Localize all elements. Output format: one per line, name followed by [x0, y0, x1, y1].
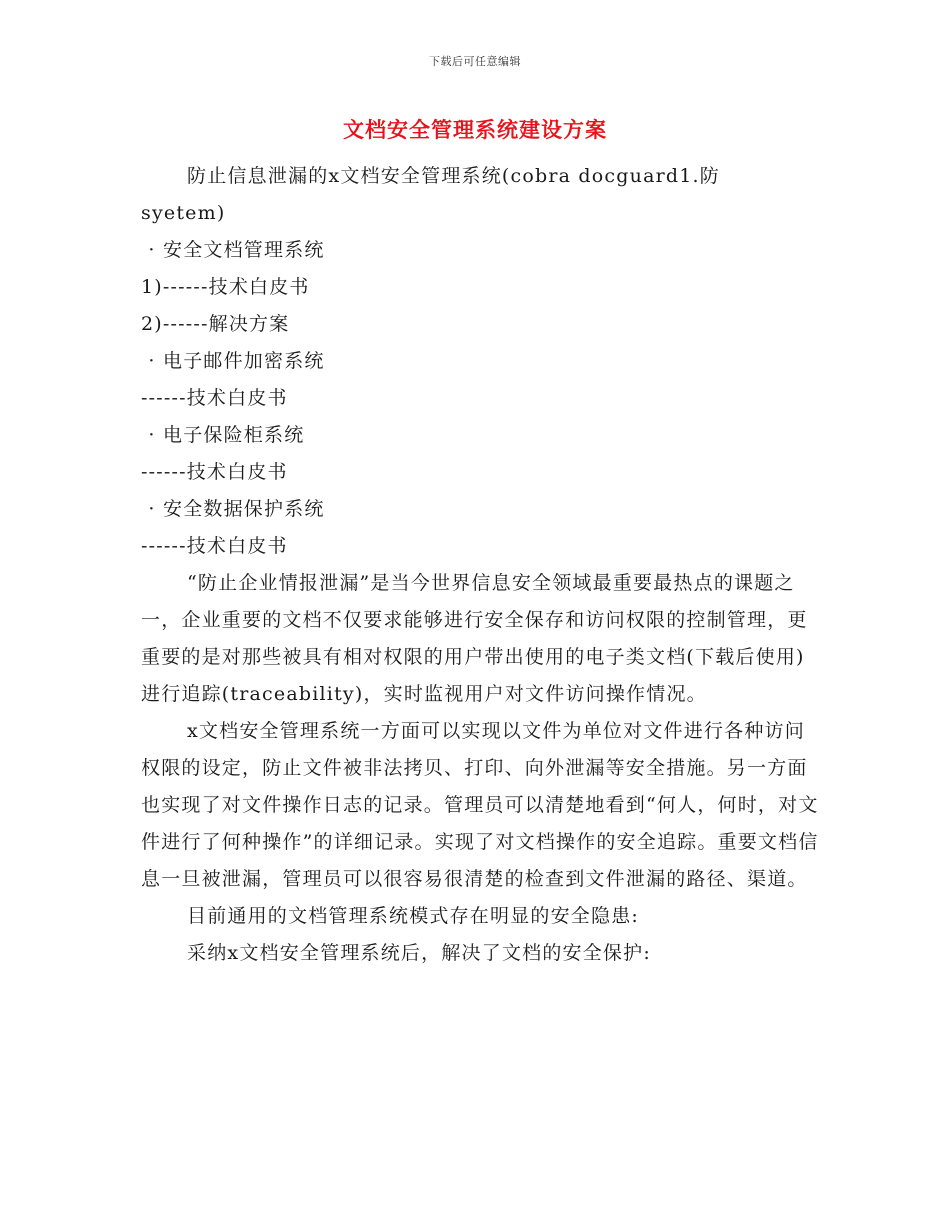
- page-header-note: 下载后可任意编辑: [429, 55, 521, 68]
- bullet-icon: ·: [148, 424, 156, 446]
- paragraph: 采纳x文档安全管理系统后，解决了文档的安全保护:: [187, 942, 651, 964]
- list-item-sub: ------技术白皮书: [141, 387, 288, 409]
- list-item-bullet: [141, 343, 821, 380]
- document-title: 文档安全管理系统建设方案: [343, 118, 607, 142]
- list-item-label: 电子邮件加密系统: [163, 350, 325, 372]
- list-item-label: 安全文档管理系统: [163, 239, 325, 261]
- list-item-bullet: [141, 491, 821, 528]
- list-item-label: 安全数据保护系统: [163, 498, 325, 520]
- list-item-bullet: [141, 417, 821, 454]
- paragraph: x文档安全管理系统一方面可以实现以文件为单位对文件进行各种访问权限的设定，防止文件被非法拷贝、打印、向外泄漏等安全措施。另一方面也实现了对文件操作日志的记录。管理员可以清楚地看到“何人，何时，对文件进行了何种操作”的详细记录。实现了对文档操作的安全追踪。重要文档信息一旦被泄漏，管理员可以很容易很清楚的检查到文件泄漏的路径、渠道。: [141, 720, 819, 890]
- document-body: [141, 158, 821, 972]
- list-item-sub: ------技术白皮书: [141, 461, 288, 483]
- paragraph: “防止企业情报泄漏”是当今世界信息安全领域最重要最热点的课题之一，企业重要的文档不仅要求能够进行安全保存和访问权限的控制管理，更重要的是对那些被具有相对权限的用户带出使用的电子类文档(下载后使用)进行追踪(traceability)，实时监视用户对文件访问操作情况。: [141, 572, 808, 705]
- paragraph: 目前通用的文档管理系统模式存在明显的安全隐患:: [187, 905, 640, 927]
- bullet-icon: ·: [148, 239, 156, 261]
- list-item-sub: 1)------技术白皮书: [141, 276, 310, 298]
- intro-line-2: syetem): [141, 202, 226, 224]
- list-item-bullet: [141, 232, 821, 269]
- intro-line-1: 防止信息泄漏的x文档安全管理系统(cobra docguard1.防: [187, 165, 720, 187]
- bullet-icon: ·: [148, 350, 156, 372]
- list-item-sub: 2)------解决方案: [141, 313, 290, 335]
- list-item-label: 电子保险柜系统: [163, 424, 305, 446]
- bullet-icon: ·: [148, 498, 156, 520]
- list-item-sub: ------技术白皮书: [141, 535, 288, 557]
